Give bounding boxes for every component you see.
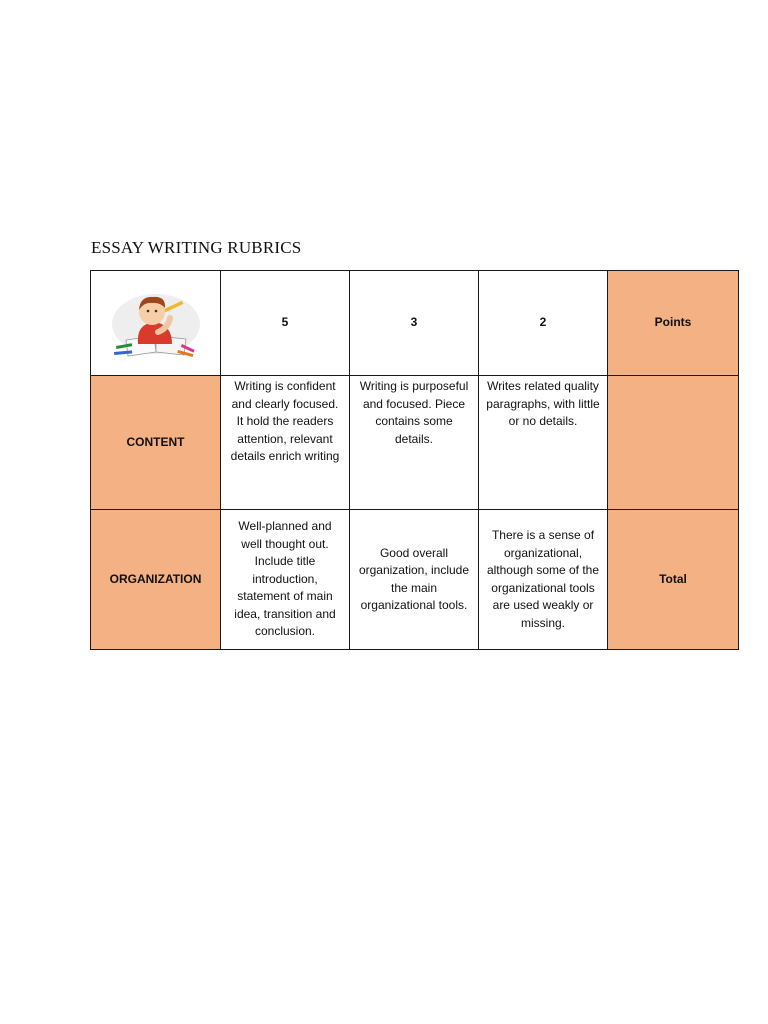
rubric-row-organization (91, 510, 739, 650)
rubric-header-row (91, 271, 739, 376)
rubric-row-content (91, 376, 739, 510)
child-writing-illustration (106, 284, 206, 362)
criterion-description: Writing is purposeful and focused. Piece contains some details. (350, 376, 479, 510)
illustration-cell (91, 271, 221, 376)
points-header: Points (608, 271, 739, 376)
score-3-header: 3 (350, 271, 479, 376)
criterion-description: Writing is confident and clearly focused. It hold the readers attention, relevant details enrich writing (221, 376, 350, 510)
points-cell (608, 376, 739, 510)
criterion-description: Writes related quality paragraphs, with little or no details. (479, 376, 608, 510)
criterion-label: ORGANIZATION (91, 510, 221, 650)
criterion-description: Well-planned and well thought out. Include title introduction, statement of main idea, transition and conclusion. (221, 510, 350, 650)
score-2-header: 2 (479, 271, 608, 376)
document-title: ESSAY WRITING RUBRICS (91, 238, 302, 257)
score-5-header: 5 (221, 271, 350, 376)
rubric-table (90, 270, 739, 650)
criterion-label: CONTENT (91, 376, 221, 510)
criterion-description: There is a sense of organizational, although some of the organizational tools are used weakly or missing. (479, 510, 608, 650)
total-cell: Total (608, 510, 739, 650)
criterion-description: Good overall organization, include the main organizational tools. (350, 510, 479, 650)
